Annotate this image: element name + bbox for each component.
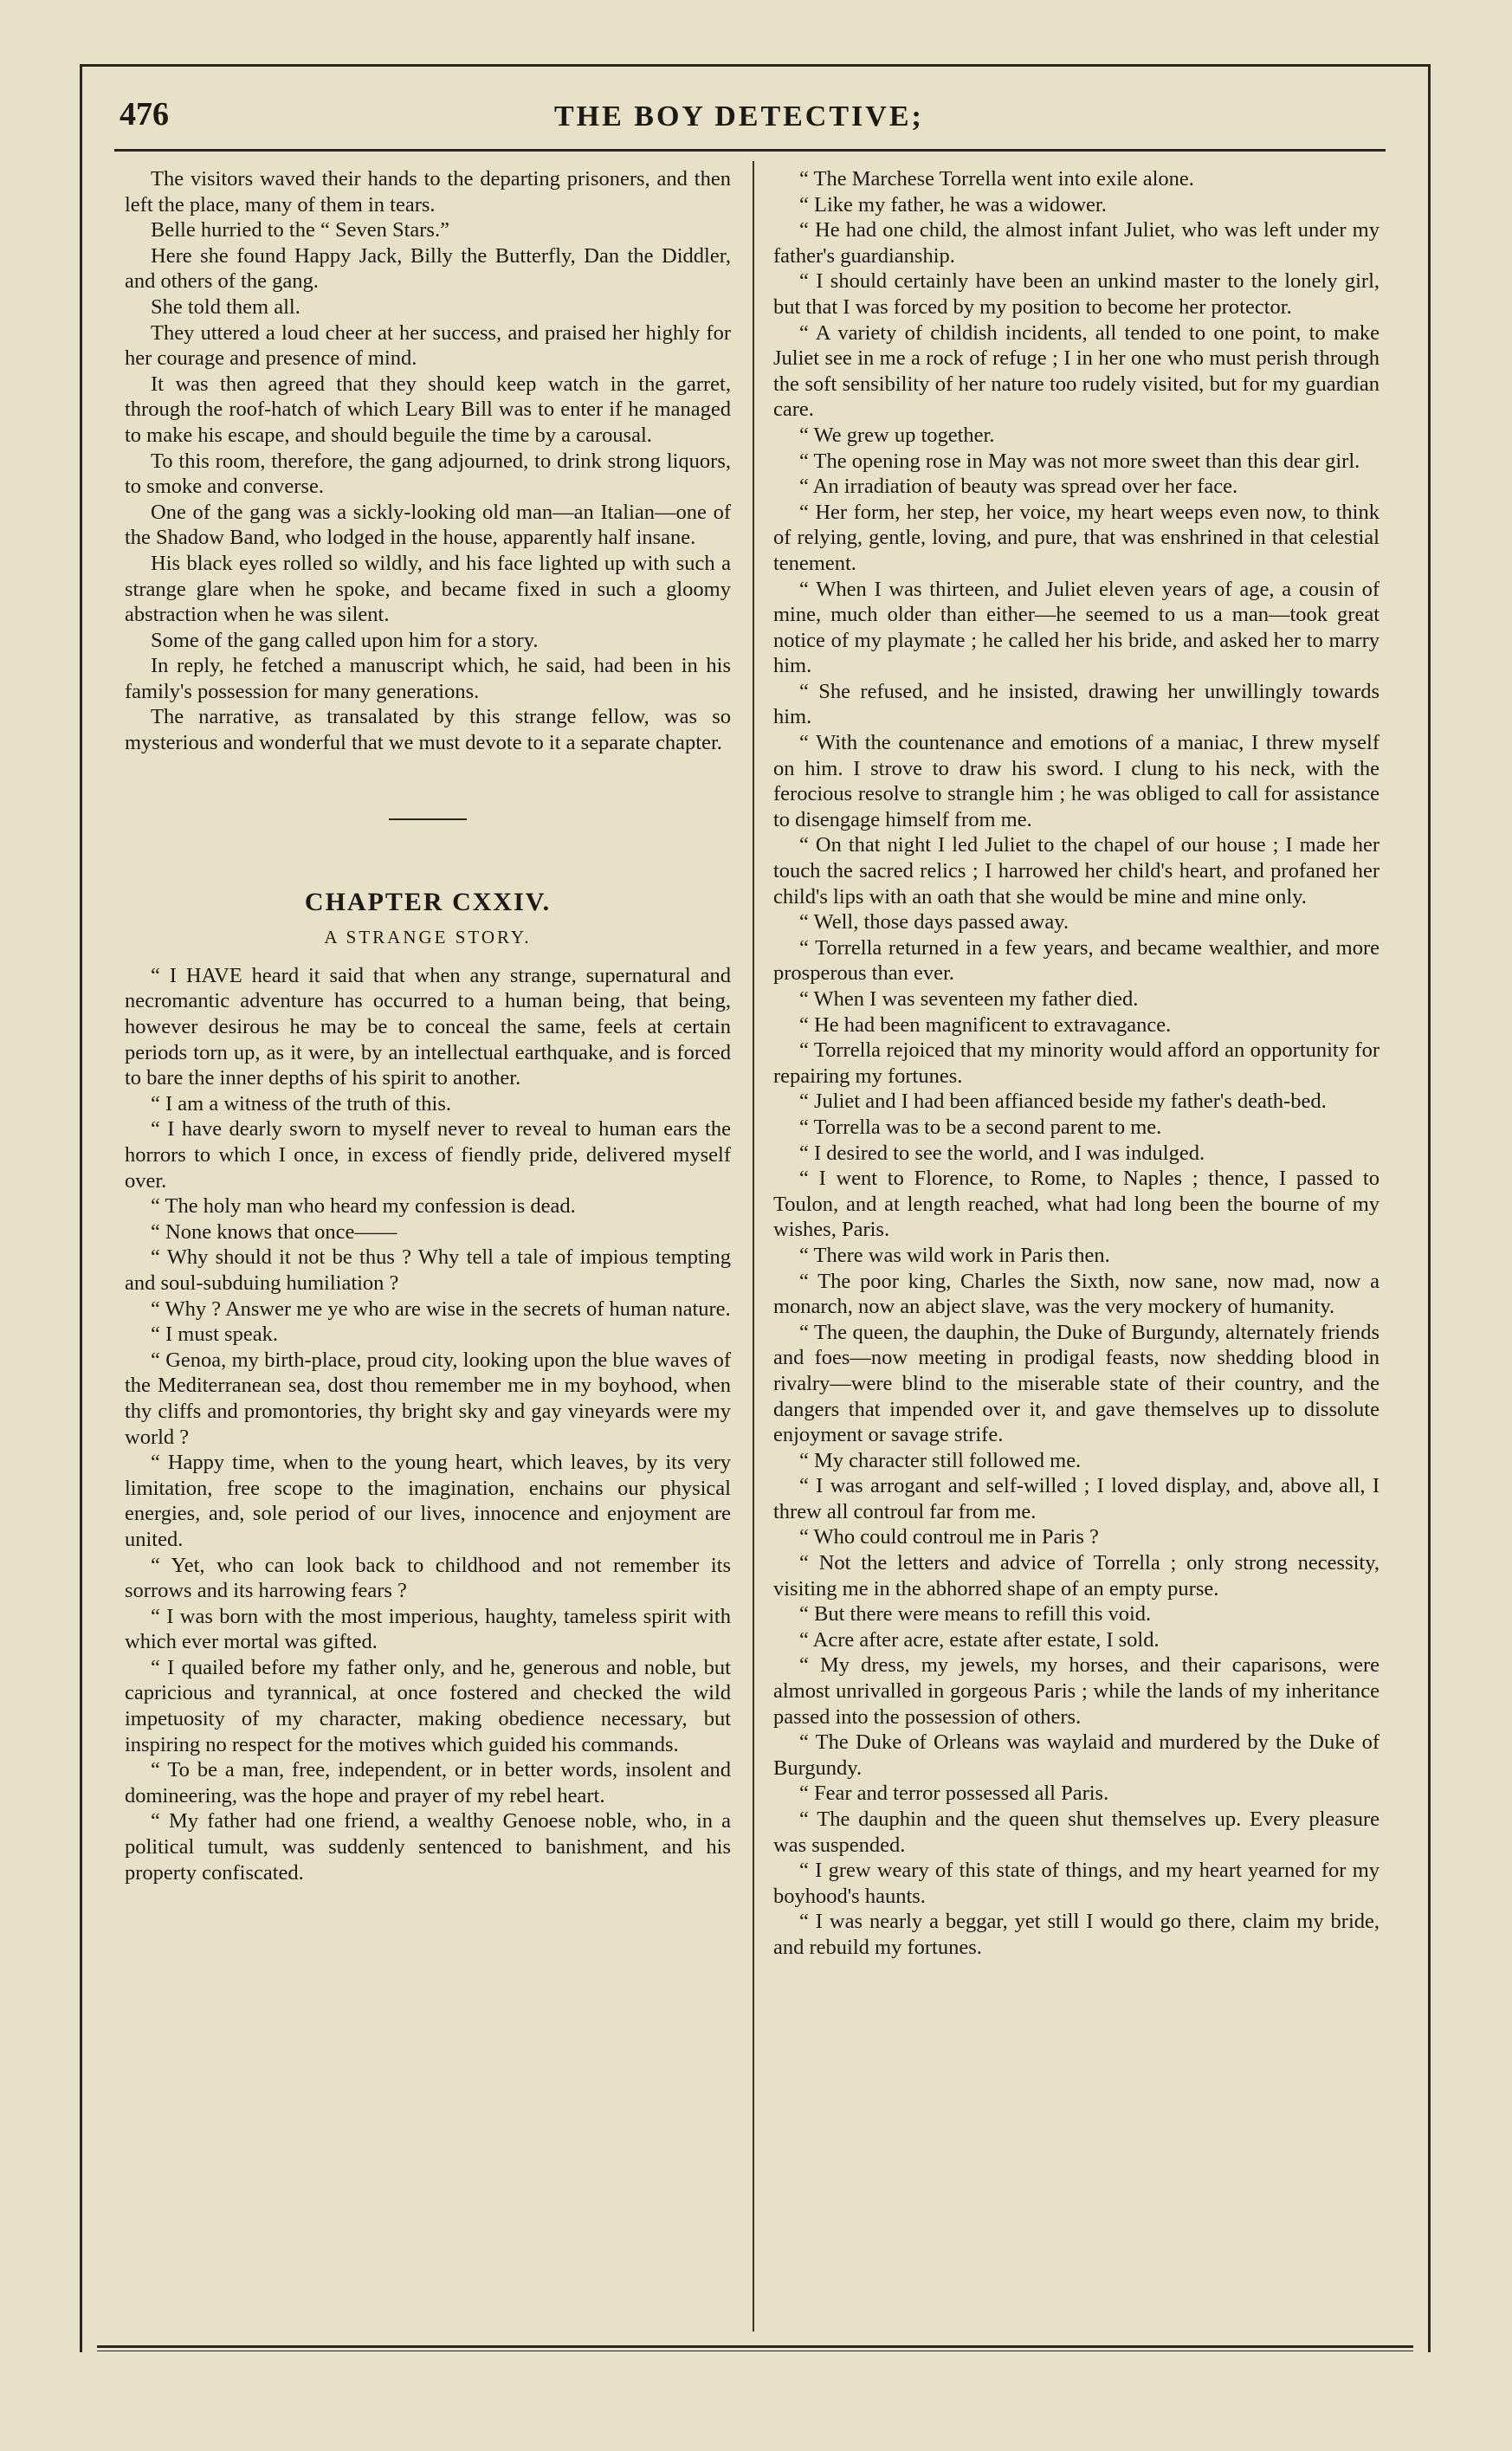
paragraph: “ An irradiation of beauty was spread over her face. (799, 475, 1238, 499)
page-frame-left (80, 64, 82, 2352)
paragraph: “ With the countenance and emotions of a maniac, I threw myself on him. I strove to draw his sword. I clung to his neck, with the ferocious resolve to strangle him ; he was obliged to call for assistance to disengage himself from me. (773, 731, 1380, 831)
paragraph: “ The dauphin and the queen shut themselves up. Every pleasure was suspended. (773, 1808, 1380, 1857)
paragraph: “ Like my father, he was a widower. (799, 192, 1107, 217)
bottom-rule (97, 2345, 1413, 2348)
paragraph: Some of the gang called upon him for a story. (151, 628, 539, 652)
paragraph: “ The poor king, Charles the Sixth, now sane, now mad, now a monarch, now an abject slave, was the very mockery of humanity. (773, 1269, 1380, 1319)
paragraph: “ The Marchese Torrella went into exile alone. (799, 167, 1194, 191)
page-number: 476 (120, 96, 169, 133)
paragraph: “ I was arrogant and self-willed ; I loved display, and, above all, I threw all controul far from me. (773, 1474, 1380, 1523)
paragraph: Belle hurried to the “ Seven Stars.” (151, 218, 449, 243)
paragraph: “ Genoa, my birth-place, proud city, looking upon the blue waves of the Mediterranean sea, dost thou remember me in my boyhood, when thy cliffs and promontories, thy bright sky and gay vineyards were my world ? (125, 1348, 731, 1449)
paragraph: “ On that night I led Juliet to the chapel of our house ; I made her touch the sacred relics ; I harrowed her child's heart, and profaned her child's lips with an oath that she would be mine and mine only. (773, 833, 1380, 909)
paragraph: “ Not the letters and advice of Torrella ; only strong necessity, visiting me in the abhorred shape of an empty purse. (773, 1551, 1380, 1601)
paragraph: “ I grew weary of this state of things, and my heart yearned for my boyhood's haunts. (773, 1859, 1380, 1908)
paragraph: “ I HAVE heard it said that when any strange, supernatural and necromantic adventure has occurred to a human being, that being, however desirous he may be to conceal the same, feels at certain periods torn up, as it were, by an intellectual earthquake, and is forced to bare the inner depths of his spirit to another. (125, 963, 731, 1090)
paragraph: “ We grew up together. (799, 423, 995, 447)
paragraph: “ A variety of childish incidents, all tended to one point, to make Juliet see in me a rock of refuge ; I in her one who must perish through the soft sensibility of her nature too rudely visited, but for my guardian care. (773, 320, 1380, 422)
chapter-separator (389, 818, 467, 820)
paragraph: “ I was born with the most imperious, haughty, tameless spirit with which ever mortal was gifted. (125, 1604, 731, 1654)
page-frame-right (1428, 64, 1431, 2352)
paragraph: “ My character still followed me. (799, 1448, 1082, 1472)
paragraph: One of the gang was a sickly-looking old man—an Italian—one of the Shadow Band, who lodged in the house, apparently half insane. (125, 500, 731, 550)
paragraph: “ There was wild work in Paris then. (799, 1243, 1110, 1267)
header-rule (114, 149, 1386, 152)
page-frame-top (80, 64, 1431, 67)
paragraph: “ Torrella returned in a few years, and became wealthier, and more prosperous than ever. (773, 935, 1380, 986)
paragraph: “ But there were means to refill this void. (799, 1602, 1152, 1626)
paragraph: “ Fear and terror possessed all Paris. (799, 1782, 1109, 1806)
paragraph: “ I quailed before my father only, and he, generous and noble, but capricious and tyrannical, at once fostered and checked the wild impetuosity of my character, making obedience necessary, but inspiring no respect for the motives which guided his commands. (125, 1655, 731, 1756)
paragraph: “ The queen, the dauphin, the Duke of Burgundy, alternately friends and foes—now meeting in prodigal feasts, now shedding blood in rivalry—were blind to the miserable state of their country, and the dangers that impended over it, and gave themselves up to dissolute enjoyment or savage strife. (773, 1320, 1380, 1447)
paragraph: “ She refused, and he insisted, drawing her unwillingly towards him. (773, 679, 1380, 729)
paragraph: “ Her form, her step, her voice, my heart weeps even now, to think of relying, gentle, loving, and pure, that was enshrined in that celestial tenement. (773, 500, 1380, 575)
paragraph: They uttered a loud cheer at her success, and praised her highly for her courage and presence of mind. (125, 320, 731, 371)
paragraph: “ Why should it not be thus ? Why tell a tale of impious tempting and soul-subduing humiliation ? (125, 1245, 731, 1295)
paragraph: “ When I was seventeen my father died. (799, 987, 1139, 1011)
paragraph: “ I went to Florence, to Rome, to Naples ; thence, I passed to Toulon, and at length reached, what had long been the bourne of my wishes, Paris. (773, 1167, 1380, 1242)
paragraph: “ I should certainly have been an unkind master to the lonely girl, but that I was forced by my position to become her protector. (773, 269, 1380, 319)
left-column-paragraphs (125, 166, 731, 756)
paragraph: It was then agreed that they should keep watch in the garret, through the roof-hatch of which Leary Bill was to enter if he managed to make his escape, and should beguile the time by a carousal. (125, 372, 731, 447)
paragraph: “ My dress, my jewels, my horses, and their caparisons, were almost unrivalled in gorgeous Paris ; while the lands of my inheritance passed into the possession of others. (773, 1653, 1380, 1729)
paragraph: “ Juliet and I had been affianced beside my father's death-bed. (799, 1090, 1327, 1114)
paragraph: “ Why ? Answer me ye who are wise in the secrets of human nature. (151, 1297, 731, 1321)
paragraph: In reply, he fetched a manuscript which, he said, had been in his family's possession for many generations. (125, 654, 731, 703)
chapter-subtitle: A STRANGE STORY. (324, 927, 532, 948)
paragraph: “ I desired to see the world, and I was indulged. (799, 1141, 1205, 1165)
left-column (125, 166, 731, 1885)
running-head: THE BOY DETECTIVE; (554, 100, 924, 133)
paragraph: Here she found Happy Jack, Billy the Butterfly, Dan the Diddler, and others of the gang. (125, 243, 731, 294)
paragraph: “ Happy time, when to the young heart, which leaves, by its very limitation, free scope to the imagination, enchains our physical energies, and, sole period of our lives, innocence and enjoyment are united. (125, 1451, 731, 1551)
paragraph: The visitors waved their hands to the departing prisoners, and then left the place, many of them in tears. (125, 167, 731, 217)
paragraph: “ I have dearly sworn to myself never to reveal to human ears the horrors to which I once, in excess of fiendly pride, delivered myself over. (125, 1117, 731, 1193)
paragraph: His black eyes rolled so wildly, and his face lighted up with such a strange glare when he spoke, and became fixed in such a gloomy abstraction when he was silent. (125, 551, 731, 627)
paragraph: “ Torrella was to be a second parent to me. (799, 1115, 1162, 1139)
paragraph: “ He had been magnificent to extravagance. (799, 1012, 1172, 1037)
paragraph: “ To be a man, free, independent, or in better words, insolent and domineering, was the hope and prayer of my rebel heart. (125, 1758, 731, 1808)
paragraph: “ I was nearly a beggar, yet still I would go there, claim my bride, and rebuild my fortunes. (773, 1910, 1380, 1959)
paragraph: “ Yet, who can look back to childhood and not remember its sorrows and its harrowing fears ? (125, 1553, 731, 1603)
paragraph: “ The opening rose in May was not more sweet than this dear girl. (799, 449, 1360, 473)
right-column-paragraphs (773, 166, 1380, 1961)
column-divider (753, 161, 754, 2331)
paragraph: “ The Duke of Orleans was waylaid and murdered by the Duke of Burgundy. (773, 1730, 1380, 1780)
paragraph: To this room, therefore, the gang adjourned, to drink strong liquors, to smoke and converse. (125, 449, 731, 499)
story-paragraphs (125, 963, 731, 1885)
chapter-title: CHAPTER CXXIV. (304, 887, 552, 916)
right-column (773, 166, 1380, 1961)
paragraph: “ He had one child, the almost infant Juliet, who was left under my father's guardianship. (773, 218, 1380, 268)
paragraph: She told them all. (151, 294, 300, 319)
paragraph: “ Acre after acre, estate after estate, I sold. (799, 1627, 1160, 1652)
paragraph: “ When I was thirteen, and Juliet eleven years of age, a cousin of mine, much older than either—he seemed to us a man—took great notice of my playmate ; he called her his bride, and asked her to marry him. (773, 577, 1380, 678)
paragraph: “ Torrella rejoiced that my minority would afford an opportunity for repairing my fortunes. (773, 1038, 1380, 1088)
paragraph: “ I am a witness of the truth of this. (151, 1091, 452, 1116)
paragraph: “ Well, those days passed away. (799, 910, 1069, 934)
paragraph: “ The holy man who heard my confession is dead. (151, 1194, 576, 1219)
paragraph: The narrative, as transalated by this strange fellow, was so mysterious and wonderful that we must devote to it a separate chapter. (125, 705, 731, 755)
paragraph: “ I must speak. (151, 1323, 278, 1347)
paragraph: “ My father had one friend, a wealthy Genoese noble, who, in a political tumult, was suddenly sentenced to banishment, and his property confiscated. (125, 1809, 731, 1885)
paragraph: “ Who could controul me in Paris ? (799, 1525, 1099, 1549)
paragraph: “ None knows that once—— (151, 1219, 397, 1244)
